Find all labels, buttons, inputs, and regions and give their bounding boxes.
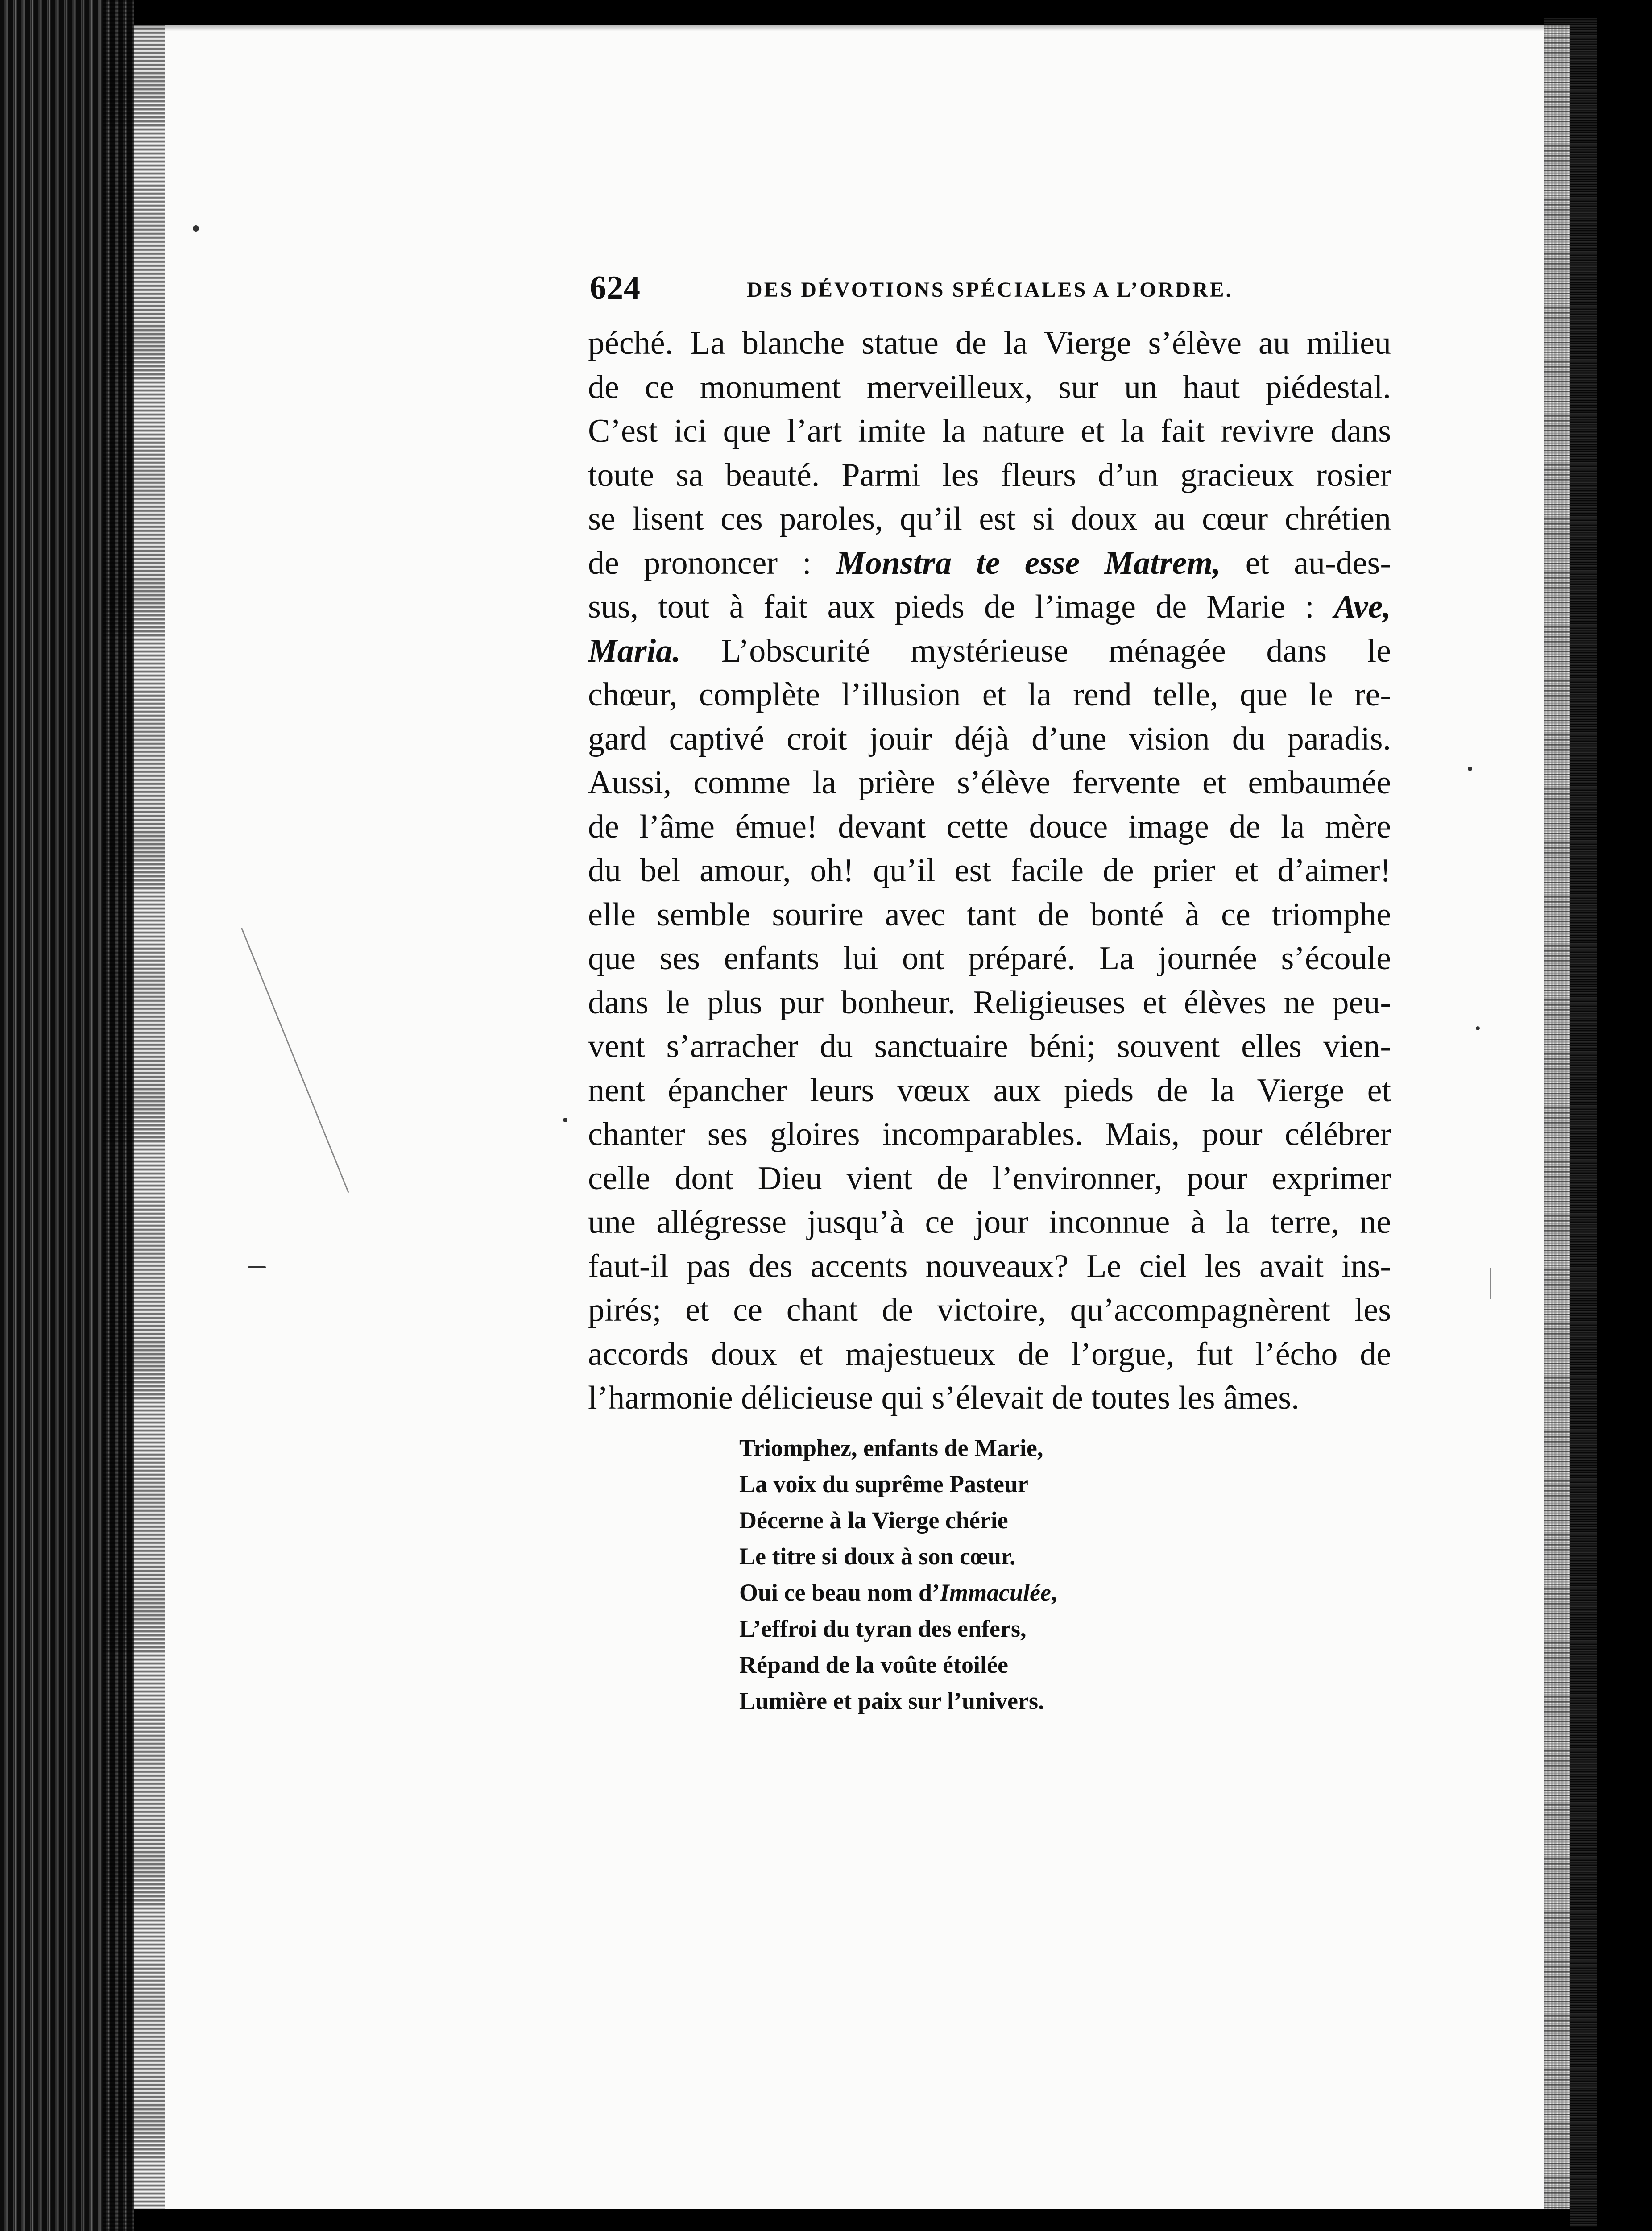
text-line: vent s’arracher du sanctuaire béni; souvent elles vien- [588,1028,1391,1065]
text-line: Aussi, comme la prière s’élève fervente et embaumée [588,764,1391,801]
text-segment: sus, tout à fait aux pieds de l’image de Marie : [588,589,1334,625]
text-segment: , [1051,1579,1057,1606]
text-line: de l’âme émue! devant cette douce image de la mère [588,808,1391,845]
text-line: C’est ici que l’art imite la nature et la fait revivre dans [588,413,1391,449]
verse-line [739,1575,1275,1611]
scan-edge-bottom [134,2209,1570,2231]
latin-quote: Ave, [1333,589,1391,625]
running-title: DES DÉVOTIONS SPÉCIALES A L’ORDRE. [747,278,1233,302]
scan-speck [1468,767,1472,771]
verse-line: Répand de la voûte étoilée [739,1651,1008,1678]
text-segment: et au-des- [1221,544,1391,581]
text-line [588,585,1391,629]
text-line [588,629,1391,673]
verse-line: L’effroi du tyran des enfers, [739,1615,1027,1642]
text-line: chœur, complète l’illusion et la rend telle, que le re- [588,676,1391,713]
text-segment: de prononcer : [588,544,836,581]
text-line: dans le plus pur bonheur. Religieuses et élèves ne peu- [588,984,1391,1021]
text-line: faut-il pas des accents nouveaux? Le ciel les avait ins- [588,1248,1391,1285]
text-line: pirés; et ce chant de victoire, qu’accompagnèrent les [588,1292,1391,1328]
verse-line: Le titre si doux à son cœur. [739,1543,1016,1570]
text-segment: Oui ce beau nom d’ [739,1579,940,1606]
scan-edge-right-noise [1544,18,1597,2227]
verse-line: La voix du suprême Pasteur [739,1471,1028,1497]
text-line [588,541,1391,585]
text-line: une allégresse jusqu’à ce jour inconnue à la terre, ne [588,1204,1391,1240]
scan-speck [1476,1026,1480,1030]
text-line: gard captivé croit jouir déjà d’une vision du paradis. [588,720,1391,757]
scan-speck [248,1266,266,1268]
latin-quote: Maria. [588,632,681,669]
text-line: nent épancher leurs vœux aux pieds de la Vierge et [588,1072,1391,1109]
text-line: chanter ses gloires incomparables. Mais, pour célébrer [588,1116,1391,1153]
latin-quote: Monstra te esse Matrem, [836,544,1221,581]
text-segment: L’obscurité mystérieuse ménagée dans le [680,632,1391,669]
text-line: accords doux et majestueux de l’orgue, fut l’écho de [588,1335,1391,1373]
body-paragraph [588,321,1391,1420]
page-header [590,268,1277,308]
page-number: 624 [590,270,641,306]
hymn-stanza [739,1430,1275,1719]
text-line: l’harmonie délicieuse qui s’élevait de toutes les âmes. [588,1380,1300,1416]
text-line: péché. La blanche statue de la Vierge s’élève au milieu [588,325,1391,361]
text-line: de ce monument merveilleux, sur un haut piédestal. [588,369,1391,406]
verse-line: Triomphez, enfants de Marie, [739,1435,1043,1461]
text-line: toute sa beauté. Parmi les fleurs d’un gracieux rosier [588,456,1391,493]
text-line: celle dont Dieu vient de l’environner, pour exprimer [588,1160,1391,1197]
scan-edge-top [134,0,1570,31]
text-line: elle semble sourire avec tant de bonté à ce triomphe [588,896,1391,933]
text-line: que ses enfants lui ont préparé. La journée s’écoule [588,940,1391,977]
italic-word: Immaculée [940,1579,1052,1606]
scan-speck [563,1118,567,1122]
scan-stray-line [1490,1268,1491,1299]
scan-speck [193,225,199,232]
verse-line: Lumière et paix sur l’univers. [739,1688,1044,1714]
text-line: du bel amour, oh! qu’il est facile de prier et d’aimer! [588,852,1391,889]
verse-line: Décerne à la Vierge chérie [739,1507,1008,1534]
text-line: se lisent ces paroles, qu’il est si doux au cœur chrétien [588,501,1391,537]
scan-edge-left-shadow [103,0,165,2231]
